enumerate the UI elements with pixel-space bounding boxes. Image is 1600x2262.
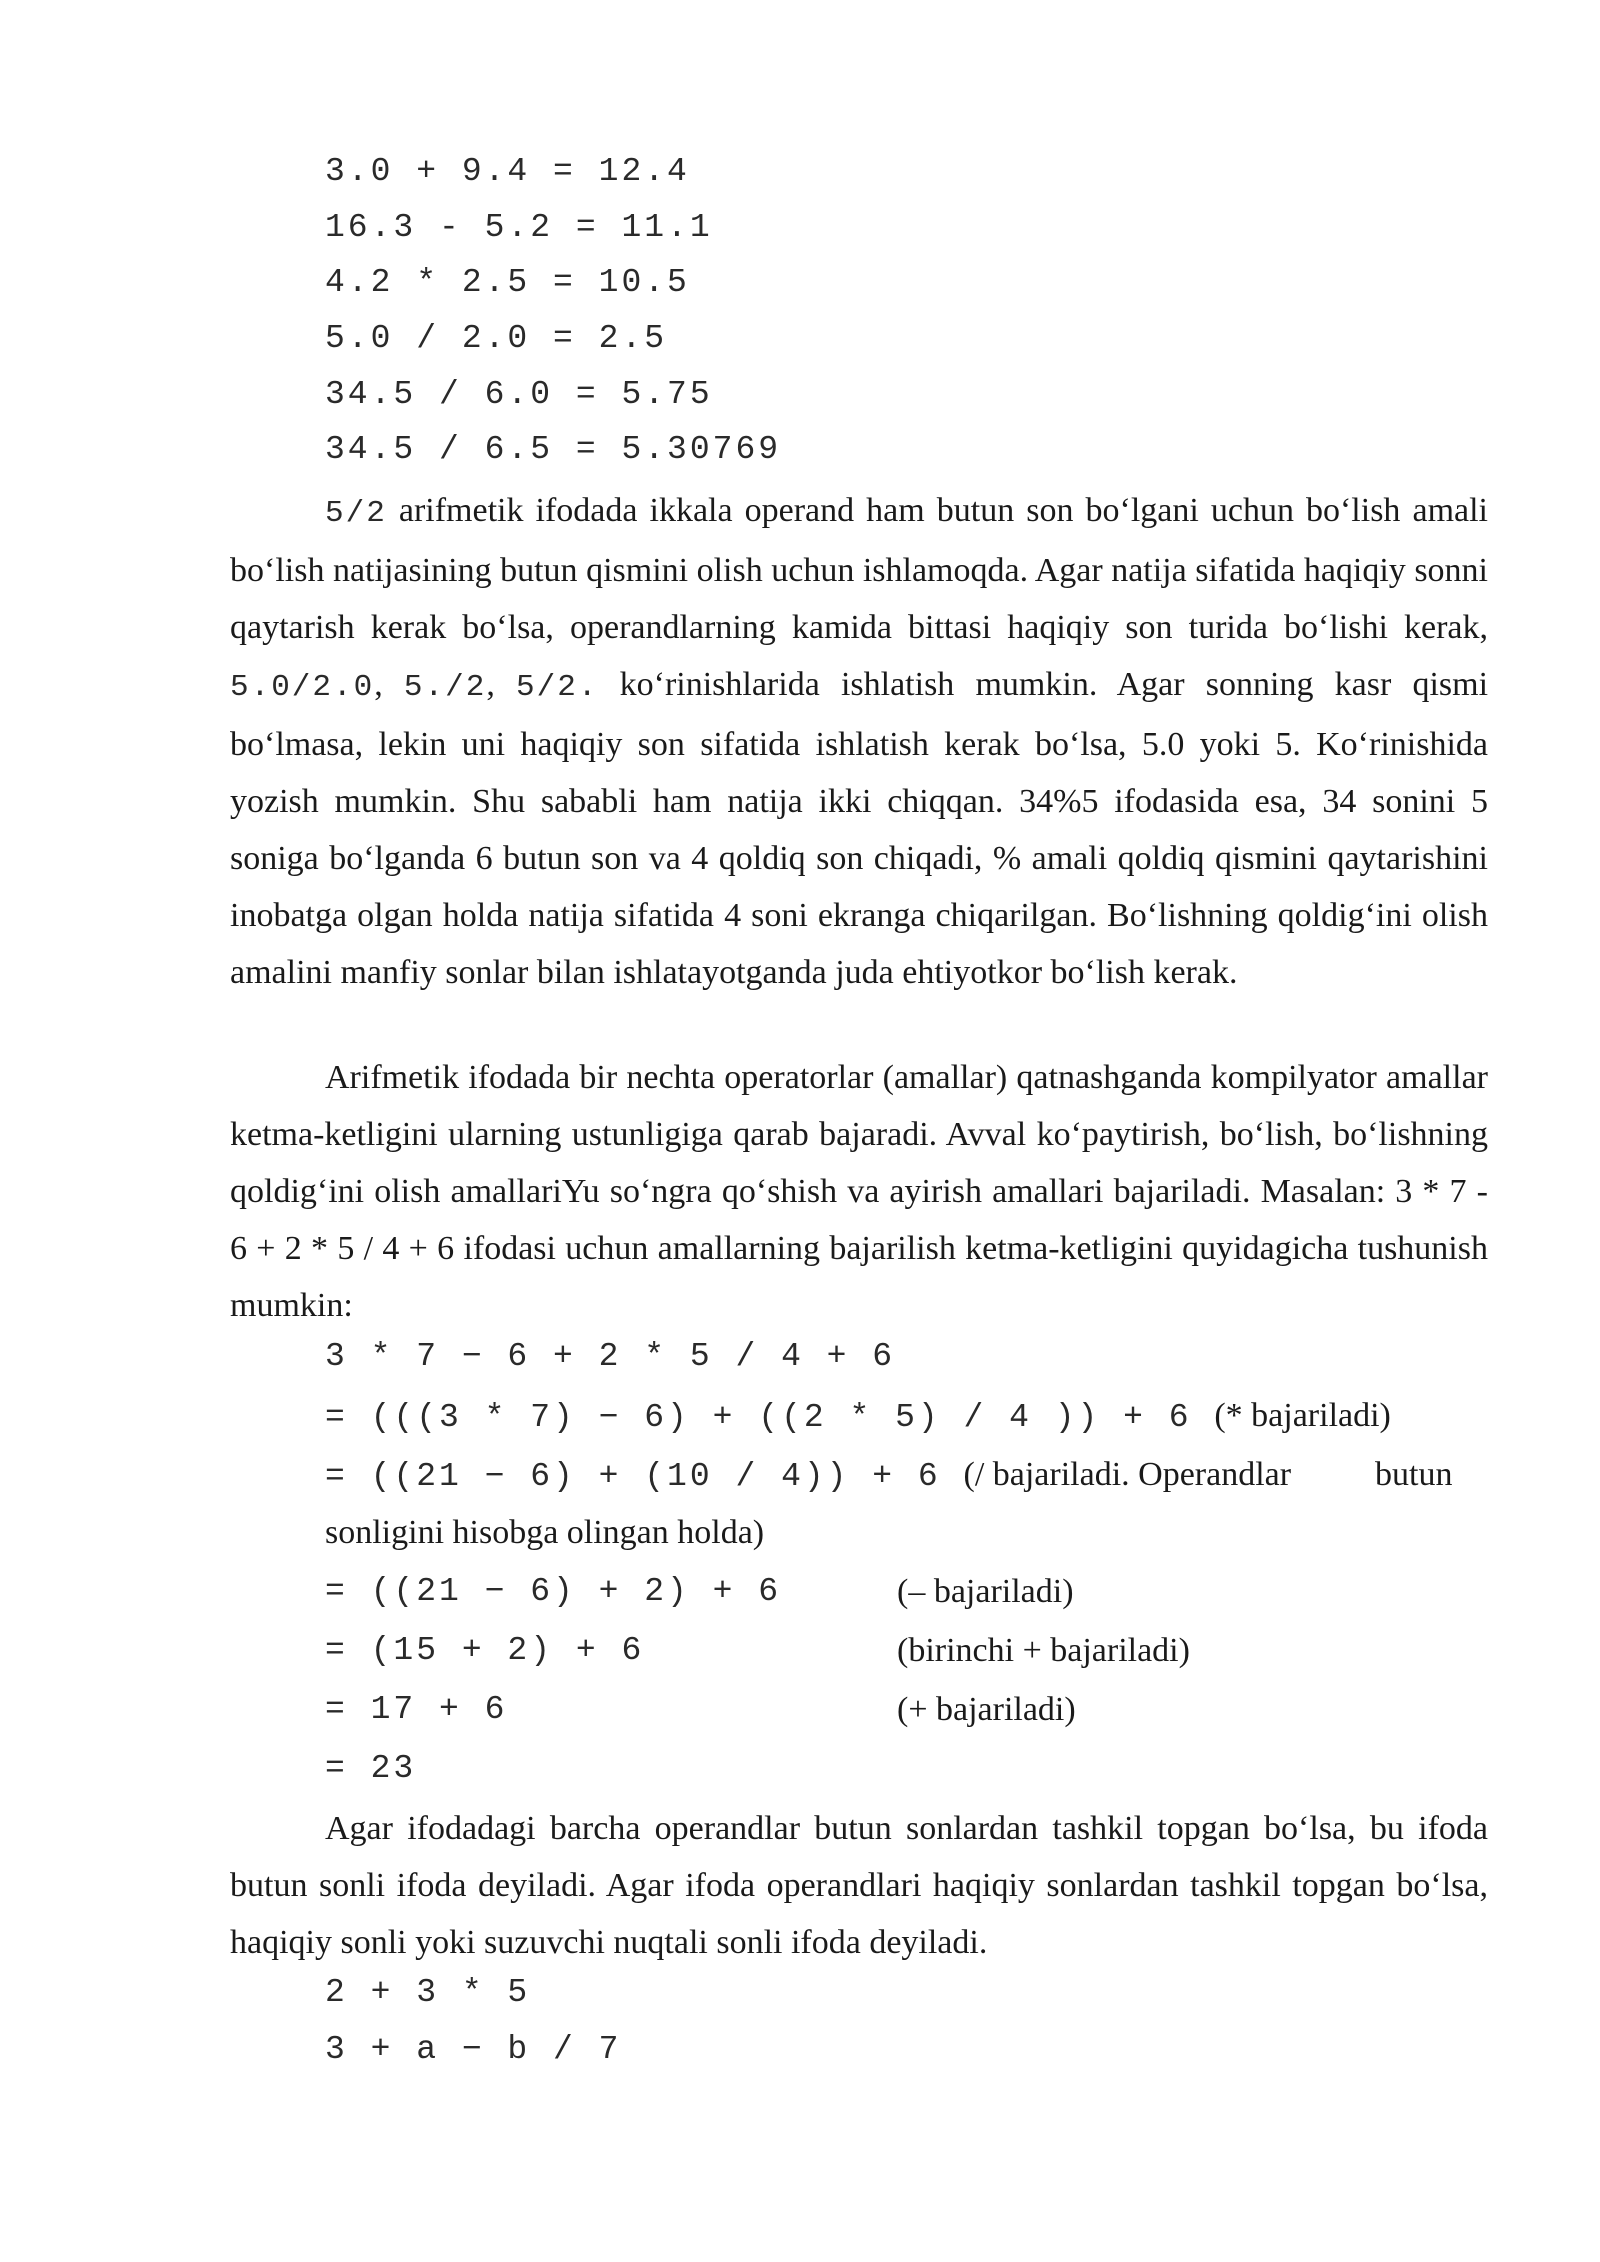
step-note: (+ bajariladi): [897, 1691, 1076, 1728]
inline-code: 5.0/2.0: [230, 670, 375, 705]
code-line: 16.3 - 5.2 = 11.1: [325, 209, 713, 246]
step-note: (/ bajariladi. Operandlar: [963, 1456, 1292, 1493]
evaluation-step: = (15 + 2) + 6: [325, 1632, 645, 1669]
paragraph-text: Arifmetik ifodada bir nechta operatorlar (amallar) qatnashganda kompilyator amallar ketma-ketligini ularning ustunligiga qarab bajaradi. Avval ko‘paytirish, bo‘lish, bo‘lishning qoldig‘ini olish amallariYu so‘ngra qo‘shish va ayirish amallari bajariladi. Masalan: 3 * 7 - 6 + 2 * 5 / 4 + 6 ifodasi uchun amallarning bajarilish ketma-ketligini quyidagicha tushunish mumkin:: [230, 1059, 1488, 1324]
code-line: 3.0 + 9.4 = 12.4: [325, 153, 690, 190]
paragraph-integer-division: [230, 482, 1488, 1001]
code-line: 34.5 / 6.0 = 5.75: [325, 376, 713, 413]
paragraph-expression-types: [230, 1800, 1488, 1971]
code-line: 5.0 / 2.0 = 2.5: [325, 320, 668, 357]
paragraph-operator-precedence: [230, 1049, 1488, 1334]
inline-code: 5/2.: [516, 670, 599, 705]
step-note-continued: butun: [1375, 1456, 1453, 1493]
code-line: 3 + a − b / 7: [325, 2031, 622, 2068]
inline-code: 5/2: [325, 496, 387, 531]
step-note: (– bajariladi): [897, 1573, 1074, 1610]
evaluation-step: = 17 + 6: [325, 1691, 508, 1728]
code-line: 4.2 * 2.5 = 10.5: [325, 264, 690, 301]
paragraph-text: arifmetik ifodada ikkala operand ham butun son bo‘lgani uchun bo‘lish amali bo‘lish natijasining butun qismini olish uchun ishlamoqda. Agar natija sifatida haqiqiy sonni qaytarish kerak bo‘lsa, operandlarning kamida bittasi haqiqiy son turida bo‘lishi kerak,: [230, 492, 1488, 646]
paragraph-text: Agar ifodadagi barcha operandlar butun sonlardan tashkil topgan bo‘lsa, bu ifoda butun sonli ifoda deyiladi. Agar ifoda operandlari haqiqiy sonlardan tashkil topgan bo‘lsa, haqiqiy sonli yoki suzuvchi nuqtali sonli ifoda deyiladi.: [230, 1810, 1488, 1961]
evaluation-step: [325, 1396, 1391, 1438]
evaluation-step: = ((21 − 6) + 2) + 6: [325, 1573, 782, 1610]
inline-code: 5./2: [403, 670, 487, 705]
step-note: (birinchi + bajariladi): [897, 1632, 1190, 1669]
evaluation-step: [325, 1455, 1291, 1497]
separator: ,: [374, 666, 404, 703]
paragraph-text: ko‘rinishlarida ishlatish mumkin. Agar sonning kasr qismi bo‘lmasa, lekin uni haqiqiy son sifatida ishlatish kerak bo‘lsa, 5.0 yoki 5. Ko‘rinishida yozish mumkin. Shu sababli ham natija ikki chiqqan. 34%5 ifodasida esa, 34 sonini 5 soniga bo‘lganda 6 butun son va 4 qoldiq son chiqadi, % amali qoldiq qismini qaytarishini inobatga olgan holda natija sifatida 4 soni ekranga chiqarilgan. Bo‘lishning qoldig‘ini olish amalini manfiy sonlar bilan ishlatayotganda juda ehtiyotkor bo‘lish kerak.: [230, 666, 1489, 991]
separator: ,: [486, 666, 517, 703]
step-code: = (((3 * 7) − 6) + ((2 * 5) / 4 )) + 6: [325, 1399, 1192, 1436]
step-note: (* bajariladi): [1214, 1397, 1391, 1434]
code-line: 34.5 / 6.5 = 5.30769: [325, 431, 782, 468]
expression-line: 3 * 7 − 6 + 2 * 5 / 4 + 6: [325, 1338, 896, 1375]
step-code: = ((21 − 6) + (10 / 4)) + 6: [325, 1458, 941, 1495]
code-line: 2 + 3 * 5: [325, 1974, 531, 2011]
evaluation-result: = 23: [325, 1750, 417, 1787]
step-note-wrapped: sonligini hisobga olingan holda): [325, 1514, 765, 1551]
